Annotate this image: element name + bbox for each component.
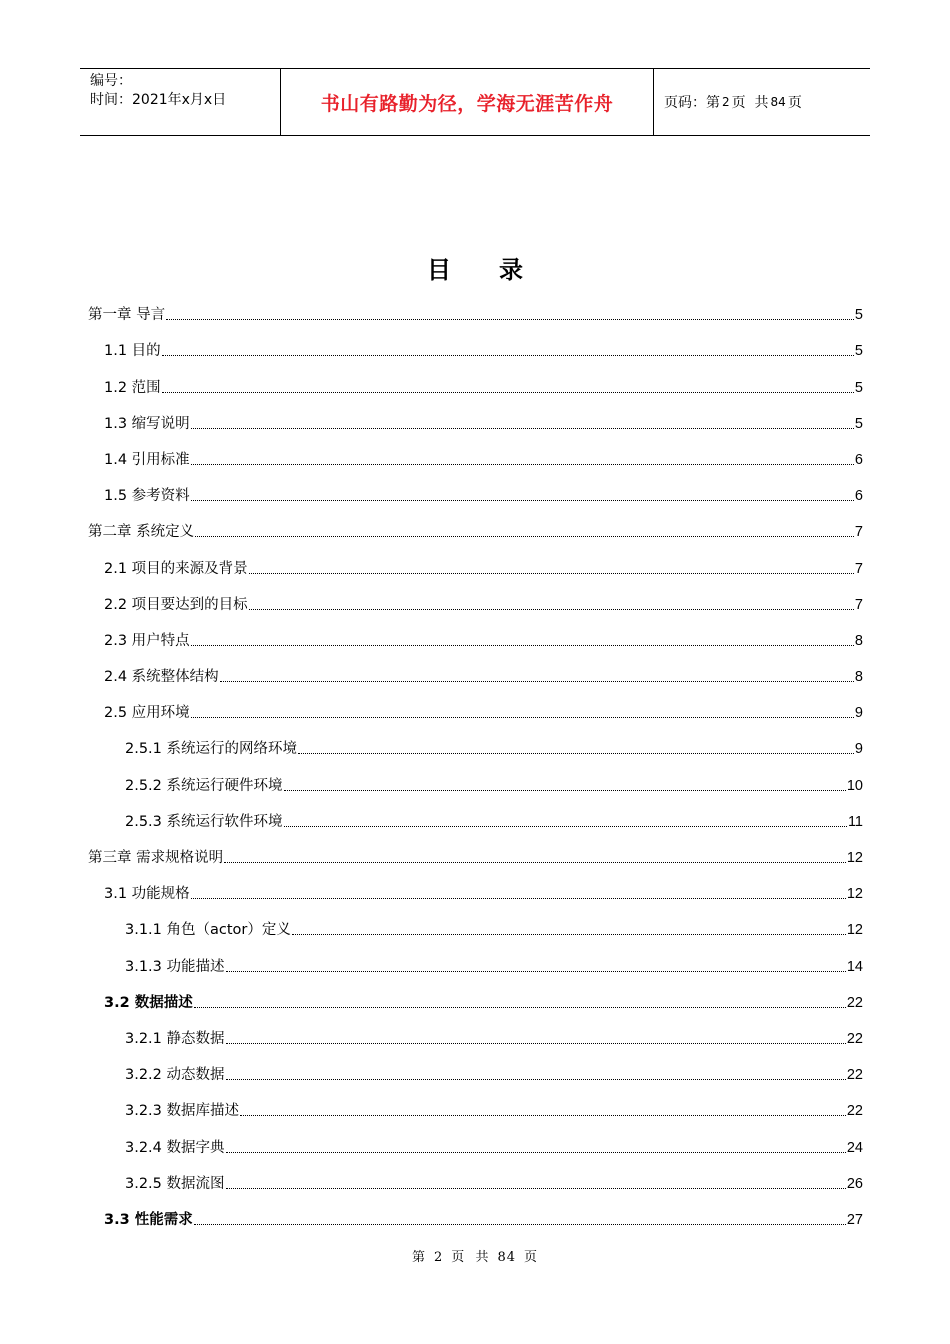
document-number-label: 编号： <box>90 73 132 89</box>
footer-current-page: 2 <box>433 1250 444 1265</box>
toc-entry-text: 2.5.2 系统运行硬件环境 <box>125 777 283 794</box>
toc-entry-page: 10 <box>846 777 863 794</box>
toc-entry[interactable] <box>88 688 863 724</box>
toc-entry-text: 3.2.1 静态数据 <box>125 1030 225 1047</box>
toc-leader-dots <box>240 1114 846 1116</box>
toc-entry-page: 8 <box>854 632 863 649</box>
footer-suffix: 页 <box>524 1250 539 1265</box>
toc-leader-dots <box>249 572 854 574</box>
toc-leader-dots <box>191 463 854 465</box>
toc-entry-page: 24 <box>846 1139 863 1156</box>
toc-leader-dots <box>194 1223 846 1225</box>
toc-entry[interactable] <box>88 471 863 507</box>
toc-leader-dots <box>191 897 846 899</box>
toc-entry-text: 2.2 项目要达到的目标 <box>104 596 248 613</box>
toc-entry-page: 12 <box>846 922 863 939</box>
header-page-mid: 页 共 <box>731 95 769 111</box>
toc-entry-text: 2.1 项目的来源及背景 <box>104 560 248 577</box>
toc-entry[interactable] <box>88 869 863 905</box>
header-page-prefix: 页码：第 <box>664 95 720 111</box>
toc-entry-text: 1.2 范围 <box>104 379 161 396</box>
document-date-label: 时间：2021年x月x日 <box>90 92 227 108</box>
header-page-total: 84 <box>770 95 786 109</box>
toc-leader-dots <box>226 1042 846 1044</box>
toc-entry-page: 22 <box>846 994 863 1011</box>
header-page-cell <box>654 69 870 135</box>
toc-entry-page: 8 <box>854 669 863 686</box>
toc-entry-text: 3.2.5 数据流图 <box>125 1175 225 1192</box>
toc-entry-page: 7 <box>854 524 863 541</box>
toc-entry-text: 3.2.2 动态数据 <box>125 1067 225 1084</box>
toc-entry-page: 12 <box>846 850 863 866</box>
toc-entry[interactable] <box>88 978 863 1014</box>
toc-leader-dots <box>166 318 854 320</box>
toc-entry-page: 27 <box>846 1211 863 1228</box>
toc-entry[interactable] <box>88 797 863 833</box>
toc-entry[interactable] <box>88 1086 863 1122</box>
toc-leader-dots <box>226 1078 846 1080</box>
toc-entry[interactable] <box>88 290 863 326</box>
toc-entry[interactable] <box>88 905 863 941</box>
footer-prefix: 第 <box>411 1250 426 1265</box>
header-motto: 书山有路勤为径，学海无涯苦作舟 <box>320 92 614 115</box>
toc-entry[interactable] <box>88 435 863 471</box>
toc-entry-text: 第一章 导言 <box>88 307 166 324</box>
toc-title <box>0 250 950 285</box>
toc-entry-text: 3.1 功能规格 <box>104 886 190 903</box>
toc-entry[interactable] <box>88 326 863 362</box>
toc-entry-page: 9 <box>854 741 863 758</box>
footer-mid: 页 共 <box>451 1250 490 1265</box>
toc-entry-page: 11 <box>847 813 863 830</box>
toc-entry-text: 3.1.3 功能描述 <box>125 958 225 975</box>
page-header <box>80 68 870 136</box>
toc-leader-dots <box>284 789 846 791</box>
toc-leader-dots <box>220 680 854 682</box>
toc-entry-text: 3.1.1 角色（actor）定义 <box>125 922 291 939</box>
header-page-current: 2 <box>722 95 730 109</box>
toc-entry[interactable] <box>88 1014 863 1050</box>
toc-entry-text: 2.5.3 系统运行软件环境 <box>125 813 283 830</box>
toc-entry-page: 7 <box>854 596 863 613</box>
toc-entry-text: 第三章 需求规格说明 <box>88 850 224 866</box>
toc-leader-dots <box>226 1151 846 1153</box>
toc-leader-dots <box>249 608 854 610</box>
toc-entry[interactable] <box>88 399 863 435</box>
toc-leader-dots <box>191 716 854 718</box>
toc-entry-page: 14 <box>846 958 863 975</box>
toc-entry-page: 22 <box>846 1030 863 1047</box>
toc-entry[interactable] <box>88 652 863 688</box>
toc-leader-dots <box>226 1187 846 1189</box>
toc-entry-text: 1.3 缩写说明 <box>104 415 190 432</box>
toc-leader-dots <box>191 427 854 429</box>
toc-entry[interactable] <box>88 543 863 579</box>
toc-entry[interactable] <box>88 760 863 796</box>
toc-title-left: 目 <box>427 256 451 284</box>
toc-leader-dots <box>194 1006 846 1008</box>
toc-leader-dots <box>191 644 854 646</box>
toc-entry-page: 7 <box>854 560 863 577</box>
toc-entry[interactable] <box>88 580 863 616</box>
toc-entry[interactable] <box>88 941 863 977</box>
toc-entry-text: 1.1 目的 <box>104 343 161 360</box>
toc-leader-dots <box>195 535 854 537</box>
toc-entry[interactable] <box>88 833 863 869</box>
toc-entry-text: 3.2 数据描述 <box>104 994 193 1011</box>
toc-leader-dots <box>191 499 854 501</box>
toc-entry-page: 22 <box>846 1067 863 1084</box>
toc-leader-dots <box>224 861 846 863</box>
toc-entry[interactable] <box>88 724 863 760</box>
toc-title-right: 录 <box>499 256 523 284</box>
toc-entry-page: 5 <box>854 307 863 324</box>
toc-entry-text: 3.3 性能需求 <box>104 1211 193 1228</box>
toc-entry-text: 2.5.1 系统运行的网络环境 <box>125 741 298 758</box>
toc-entry[interactable] <box>88 1159 863 1195</box>
header-info-cell <box>80 69 281 135</box>
header-motto-cell <box>281 69 654 135</box>
table-of-contents <box>88 290 863 1231</box>
toc-leader-dots <box>292 933 846 935</box>
toc-leader-dots <box>162 354 854 356</box>
toc-leader-dots <box>284 825 847 827</box>
toc-entry-text: 2.4 系统整体结构 <box>104 669 219 686</box>
page-footer <box>0 1246 950 1265</box>
toc-entry-text: 1.4 引用标准 <box>104 451 190 468</box>
toc-entry-text: 第二章 系统定义 <box>88 524 195 541</box>
toc-leader-dots <box>162 391 854 393</box>
toc-entry-text: 3.2.4 数据字典 <box>125 1139 225 1156</box>
toc-entry-page: 22 <box>846 1103 863 1120</box>
toc-entry[interactable] <box>88 1122 863 1158</box>
toc-entry-page: 26 <box>846 1175 863 1192</box>
footer-total-pages: 84 <box>497 1250 517 1265</box>
toc-entry-page: 12 <box>846 886 863 903</box>
toc-entry-text: 1.5 参考资料 <box>104 488 190 505</box>
toc-entry-page: 6 <box>854 488 863 505</box>
toc-entry-text: 2.5 应用环境 <box>104 705 190 722</box>
toc-entry-text: 2.3 用户特点 <box>104 632 190 649</box>
toc-entry[interactable] <box>88 616 863 652</box>
toc-entry-text: 3.2.3 数据库描述 <box>125 1103 240 1120</box>
toc-leader-dots <box>298 752 854 754</box>
toc-entry-page: 5 <box>854 343 863 360</box>
toc-entry-page: 5 <box>854 415 863 432</box>
toc-entry[interactable] <box>88 1195 863 1231</box>
toc-entry-page: 5 <box>854 379 863 396</box>
header-page-suffix: 页 <box>787 95 802 111</box>
toc-entry[interactable] <box>88 362 863 398</box>
toc-entry[interactable] <box>88 1050 863 1086</box>
toc-entry-page: 9 <box>854 705 863 722</box>
toc-entry-page: 6 <box>854 451 863 468</box>
toc-leader-dots <box>226 970 846 972</box>
toc-entry[interactable] <box>88 507 863 543</box>
